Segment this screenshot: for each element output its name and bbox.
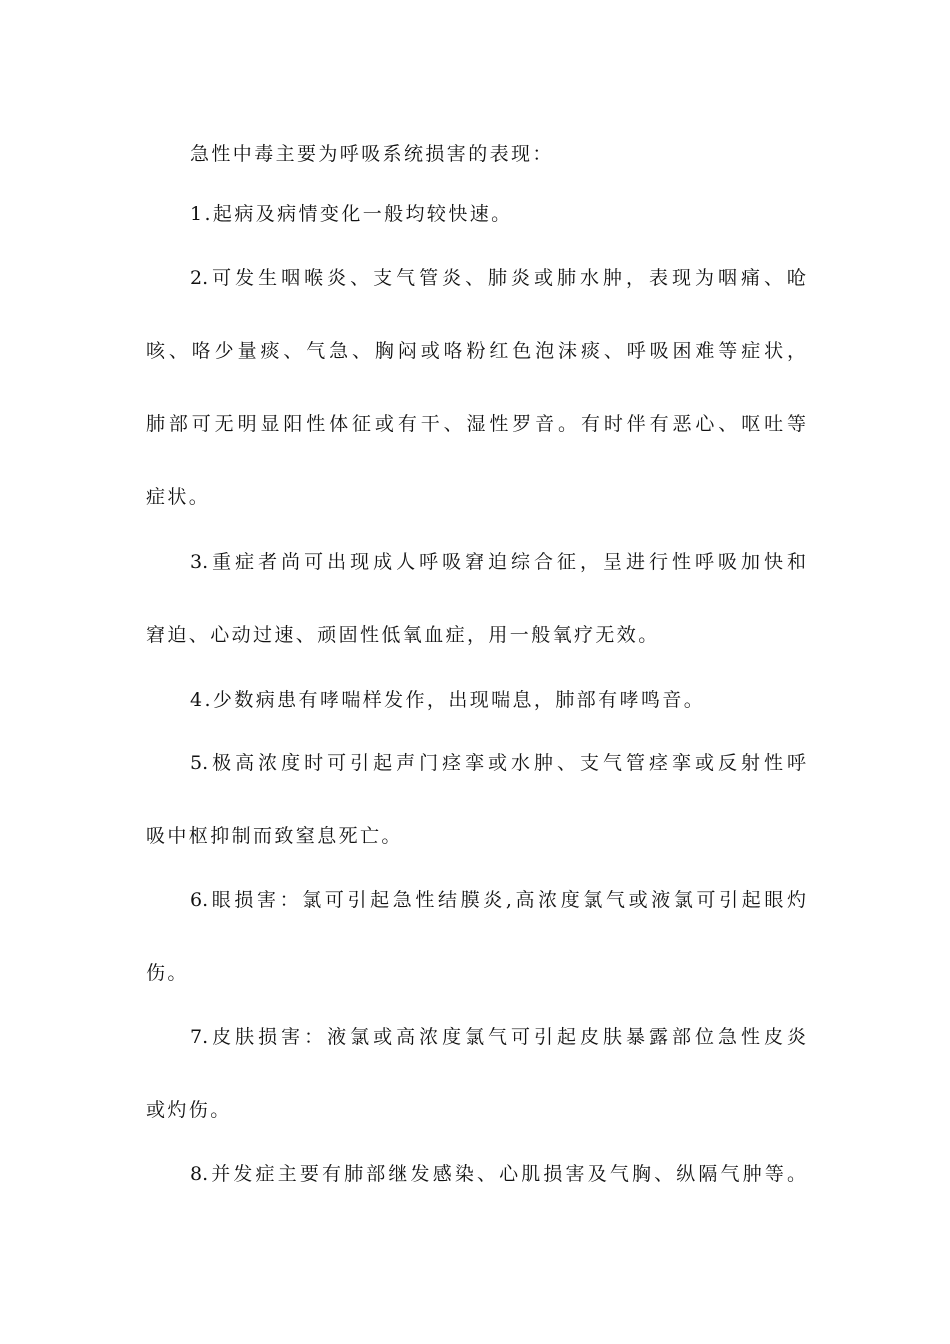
item-7-line-1: 7.皮肤损害：液氯或高浓度氯气可引起皮肤暴露部位急性皮炎 <box>190 1026 806 1048</box>
item-1-line: 1.起病及病情变化一般均较快速。 <box>190 203 513 225</box>
item-2-line-2: 咳、咯少量痰、气急、胸闷或咯粉红色泡沫痰、呼吸困难等症状， <box>146 340 806 362</box>
item-8-line: 8.并发症主要有肺部继发感染、心肌损害及气胸、纵隔气肿等。 <box>190 1163 806 1185</box>
item-2-line-1: 2.可发生咽喉炎、支气管炎、肺炎或肺水肿，表现为咽痛、呛 <box>190 267 806 289</box>
item-2-line-4: 症状。 <box>146 486 211 508</box>
item-3-line-1: 3.重症者尚可出现成人呼吸窘迫综合征，呈进行性呼吸加快和 <box>190 551 806 573</box>
item-5-line-2: 吸中枢抑制而致窒息死亡。 <box>146 825 403 847</box>
item-7-line-2: 或灼伤。 <box>146 1099 232 1121</box>
item-6-line-1: 6.眼损害：氯可引起急性结膜炎,高浓度氯气或液氯可引起眼灼 <box>190 889 806 911</box>
item-3-line-2: 窘迫、心动过速、顽固性低氧血症，用一般氧疗无效。 <box>146 624 660 646</box>
item-6-line-2: 伤。 <box>146 962 189 984</box>
intro-line: 急性中毒主要为呼吸系统损害的表现： <box>190 143 554 165</box>
item-5-line-1: 5.极高浓度时可引起声门痉挛或水肿、支气管痉挛或反射性呼 <box>190 752 806 774</box>
item-4-line: 4.少数病患有哮喘样发作，出现喘息，肺部有哮鸣音。 <box>190 689 706 711</box>
item-2-line-3: 肺部可无明显阳性体征或有干、湿性罗音。有时伴有恶心、呕吐等 <box>146 413 806 435</box>
